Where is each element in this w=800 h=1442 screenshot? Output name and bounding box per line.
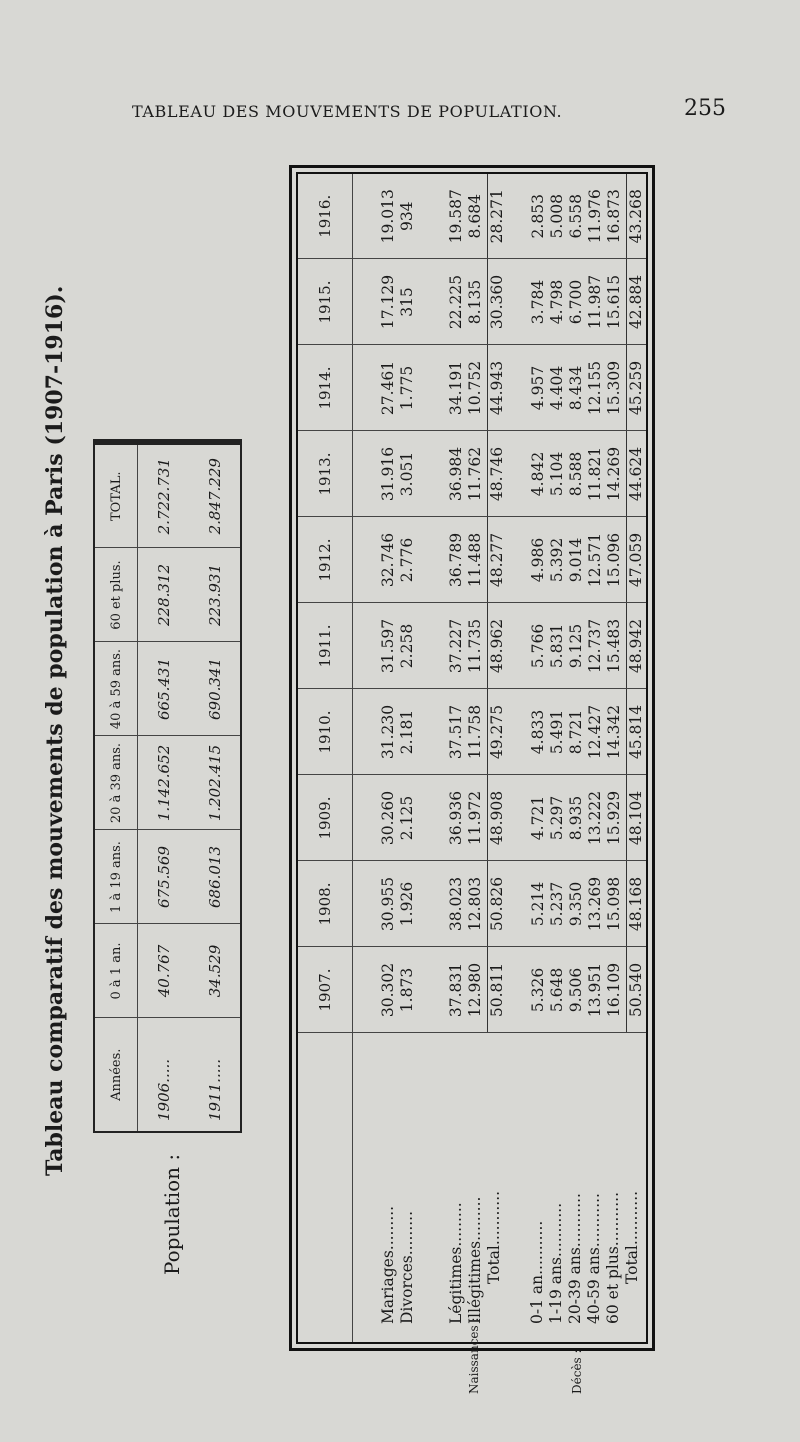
deaths-value: 14.269	[605, 446, 623, 502]
deaths-value: 11.987	[586, 274, 604, 330]
legitimes-value: 34.191	[447, 360, 465, 416]
deaths-value: 12.571	[586, 532, 604, 588]
deaths-total-value: 47.059	[626, 518, 646, 603]
deaths-value: 9.350	[567, 881, 585, 927]
mariages-value: 31.916	[379, 446, 397, 502]
pop-value: 690.341	[189, 642, 241, 736]
divorces-value: 2.258	[398, 623, 416, 669]
deaths-total-value: 42.884	[626, 260, 646, 345]
rotated-content	[20, 40, 780, 1440]
deaths-value: 6.700	[567, 279, 585, 325]
pop-year: 1906.....	[138, 1018, 190, 1132]
pop-value: 2.722.731	[138, 442, 190, 548]
pop-header-40-59: 40 à 59 ans.	[94, 642, 138, 736]
pop-value: 40.767	[138, 924, 190, 1018]
divorces-value: 934	[398, 201, 416, 232]
label-death-age: 40-59 ans...........	[585, 1193, 603, 1324]
pop-header-1-19: 1 à 19 ans.	[94, 830, 138, 924]
illegitimes-value: 11.735	[466, 618, 484, 674]
deaths-value: 5.392	[548, 537, 566, 583]
pop-value: 228.312	[138, 548, 190, 642]
divorces-value: 1.775	[398, 365, 416, 411]
years-header-row	[297, 173, 353, 1343]
divorces-value: 1.873	[398, 967, 416, 1013]
year-column	[353, 689, 648, 775]
year-column	[353, 775, 648, 861]
divorces-value: 1.926	[398, 881, 416, 927]
movements-table	[296, 172, 648, 1394]
year-header: 1908.	[297, 861, 353, 947]
legitimes-value: 37.227	[447, 618, 465, 674]
population-header-row	[94, 442, 138, 1132]
label-deaths-total: Total...........	[623, 1190, 641, 1284]
deaths-value: 4.833	[529, 709, 547, 755]
divorces-value: 2.125	[398, 795, 416, 841]
year-column	[353, 431, 648, 517]
deaths-value: 15.098	[605, 876, 623, 932]
row-labels-column	[353, 1033, 648, 1394]
mariages-value: 30.955	[379, 876, 397, 932]
label-death-age: 0-1 an...........	[528, 1220, 546, 1324]
deaths-value: 5.766	[529, 623, 547, 669]
deaths-total-value: 44.624	[626, 432, 646, 517]
year-header: 1915.	[297, 259, 353, 345]
births-total-value: 48.746	[487, 432, 507, 517]
births-total-value: 44.943	[487, 346, 507, 431]
mariages-value: 17.129	[379, 274, 397, 330]
illegitimes-value: 12.980	[466, 962, 484, 1018]
illegitimes-value: 10.752	[466, 360, 484, 416]
deaths-value: 4.798	[548, 279, 566, 325]
year-column	[353, 947, 648, 1033]
population-row-1911	[189, 442, 241, 1132]
label-mariages: Mariages.........	[379, 1205, 397, 1324]
pop-header-20-39: 20 à 39 ans.	[94, 736, 138, 830]
deaths-value: 15.615	[605, 274, 623, 330]
deaths-total-value: 48.942	[626, 604, 646, 689]
divorces-value: 3.051	[398, 451, 416, 497]
label-death-age: 1-19 ans...........	[547, 1202, 565, 1324]
pop-header-annees: Années.	[94, 1018, 138, 1132]
deaths-value: 14.342	[605, 704, 623, 760]
pop-year: 1911.....	[189, 1018, 241, 1132]
deaths-value: 4.721	[529, 795, 547, 841]
mariages-value: 31.230	[379, 704, 397, 760]
births-total-value: 50.826	[487, 862, 507, 947]
deaths-total-value: 50.540	[626, 948, 646, 1033]
illegitimes-value: 12.803	[466, 876, 484, 932]
illegitimes-value: 11.762	[466, 446, 484, 502]
year-header: 1913.	[297, 431, 353, 517]
year-column	[353, 345, 648, 431]
deaths-value: 11.821	[586, 446, 604, 502]
illegitimes-value: 8.684	[466, 194, 484, 239]
births-total-value: 50.811	[487, 948, 507, 1033]
pop-value: 34.529	[189, 924, 241, 1018]
year-column	[353, 259, 648, 345]
births-total-value: 48.277	[487, 518, 507, 603]
mariages-value: 30.260	[379, 790, 397, 846]
deaths-total-value: 48.104	[626, 776, 646, 861]
deaths-value: 4.842	[529, 451, 547, 497]
deaths-value: 11.976	[586, 189, 604, 244]
legitimes-value: 36.984	[447, 446, 465, 502]
deaths-value: 4.986	[529, 537, 547, 583]
deaths-value: 4.404	[548, 365, 566, 411]
legitimes-value: 37.517	[447, 704, 465, 760]
legitimes-value: 36.936	[447, 790, 465, 846]
divorces-value: 2.776	[398, 537, 416, 583]
year-column	[353, 603, 648, 689]
deaths-value: 3.784	[529, 279, 547, 325]
pop-value: 1.202.415	[189, 736, 241, 830]
year-header: 1911.	[297, 603, 353, 689]
births-total-value: 49.275	[487, 690, 507, 775]
legitimes-value: 37.831	[447, 962, 465, 1018]
deaths-total-value: 45.814	[626, 690, 646, 775]
label-header	[297, 1033, 353, 1343]
deaths-total-value: 43.268	[626, 174, 646, 259]
legitimes-value: 38.023	[447, 876, 465, 932]
births-total-value: 48.962	[487, 604, 507, 689]
page-number: 255	[684, 96, 726, 121]
label-death-age: 20-39 ans...........	[566, 1193, 584, 1324]
deaths-value: 5.326	[529, 967, 547, 1013]
label-deces: Décès :	[570, 1349, 584, 1394]
deaths-total-value: 48.168	[626, 862, 646, 947]
legitimes-value: 19.587	[447, 189, 465, 244]
deaths-value: 15.929	[605, 790, 623, 846]
label-naissances: Naissances :	[467, 1317, 481, 1394]
deaths-value: 9.014	[567, 537, 585, 583]
population-row-1906	[138, 442, 190, 1132]
label-illegitimes: Illégitimes.........	[466, 1196, 484, 1324]
label-births-total: Total...........	[485, 1190, 503, 1284]
deaths-value: 9.125	[567, 623, 585, 669]
deaths-value: 13.269	[586, 876, 604, 932]
year-header: 1912.	[297, 517, 353, 603]
mariages-value: 30.302	[379, 962, 397, 1018]
deaths-value: 5.104	[548, 451, 566, 497]
births-total-value: 30.360	[487, 260, 507, 345]
pop-value: 686.013	[189, 830, 241, 924]
year-column	[353, 517, 648, 603]
deaths-value: 12.737	[586, 618, 604, 674]
illegitimes-value: 8.135	[466, 279, 484, 325]
divorces-value: 2.181	[398, 709, 416, 755]
pop-header-0-1: 0 à 1 an.	[94, 924, 138, 1018]
deaths-value: 2.853	[529, 194, 547, 239]
mariages-value: 19.013	[379, 189, 397, 244]
deaths-value: 15.483	[605, 618, 623, 674]
label-legitimes: Légitimes.........	[447, 1202, 465, 1324]
pop-value: 223.931	[189, 548, 241, 642]
deaths-value: 15.096	[605, 532, 623, 588]
table-title: Tableau comparatif des mouvements de population à Paris (1907-1916).	[42, 285, 68, 1176]
deaths-value: 8.588	[567, 451, 585, 497]
deaths-value: 12.155	[586, 360, 604, 416]
pop-header-60-plus: 60 et plus.	[94, 548, 138, 642]
illegitimes-value: 11.488	[466, 532, 484, 588]
deaths-value: 8.935	[567, 795, 585, 841]
pop-value: 675.569	[138, 830, 190, 924]
pop-value: 1.142.652	[138, 736, 190, 830]
legitimes-value: 22.225	[447, 274, 465, 330]
deaths-value: 4.957	[529, 365, 547, 411]
year-header: 1910.	[297, 689, 353, 775]
year-column	[353, 173, 648, 259]
label-divorces: Divorces.........	[398, 1210, 416, 1324]
pop-header-total: TOTAL.	[94, 442, 138, 548]
pop-value: 2.847.229	[189, 442, 241, 548]
year-header: 1907.	[297, 947, 353, 1033]
pop-value: 665.431	[138, 642, 190, 736]
deaths-value: 5.008	[548, 194, 566, 239]
illegitimes-value: 11.972	[466, 790, 484, 846]
deaths-value: 5.831	[548, 623, 566, 669]
deaths-value: 15.309	[605, 360, 623, 416]
running-title: TABLEAU DES MOUVEMENTS DE POPULATION.	[132, 102, 563, 121]
deaths-value: 9.506	[567, 967, 585, 1013]
year-header: 1916.	[297, 173, 353, 259]
mariages-value: 31.597	[379, 618, 397, 674]
deaths-value: 16.109	[605, 962, 623, 1018]
data-body-row	[353, 173, 648, 1343]
deaths-value: 5.297	[548, 795, 566, 841]
deaths-value: 12.427	[586, 704, 604, 760]
divorces-value: 315	[398, 287, 416, 317]
deaths-value: 8.721	[567, 709, 585, 755]
deaths-value: 6.558	[567, 194, 585, 239]
deaths-value: 13.951	[586, 962, 604, 1018]
deaths-total-value: 45.259	[626, 346, 646, 431]
deaths-value: 13.222	[586, 790, 604, 846]
deaths-value: 16.873	[605, 189, 623, 244]
births-total-value: 48.908	[487, 776, 507, 861]
deaths-value: 5.491	[548, 709, 566, 755]
births-total-value: 28.271	[487, 174, 507, 259]
deaths-value: 5.648	[548, 967, 566, 1013]
year-header: 1914.	[297, 345, 353, 431]
mariages-value: 27.461	[379, 360, 397, 416]
population-label: Population :	[160, 1153, 184, 1275]
population-table	[93, 439, 242, 1133]
legitimes-value: 36.789	[447, 532, 465, 588]
year-column	[353, 861, 648, 947]
deaths-value: 5.237	[548, 881, 566, 927]
deaths-value: 5.214	[529, 881, 547, 927]
deaths-value: 8.434	[567, 365, 585, 411]
illegitimes-value: 11.758	[466, 704, 484, 760]
year-header: 1909.	[297, 775, 353, 861]
mariages-value: 32.746	[379, 532, 397, 588]
label-death-age: 60 et plus...........	[604, 1192, 622, 1324]
